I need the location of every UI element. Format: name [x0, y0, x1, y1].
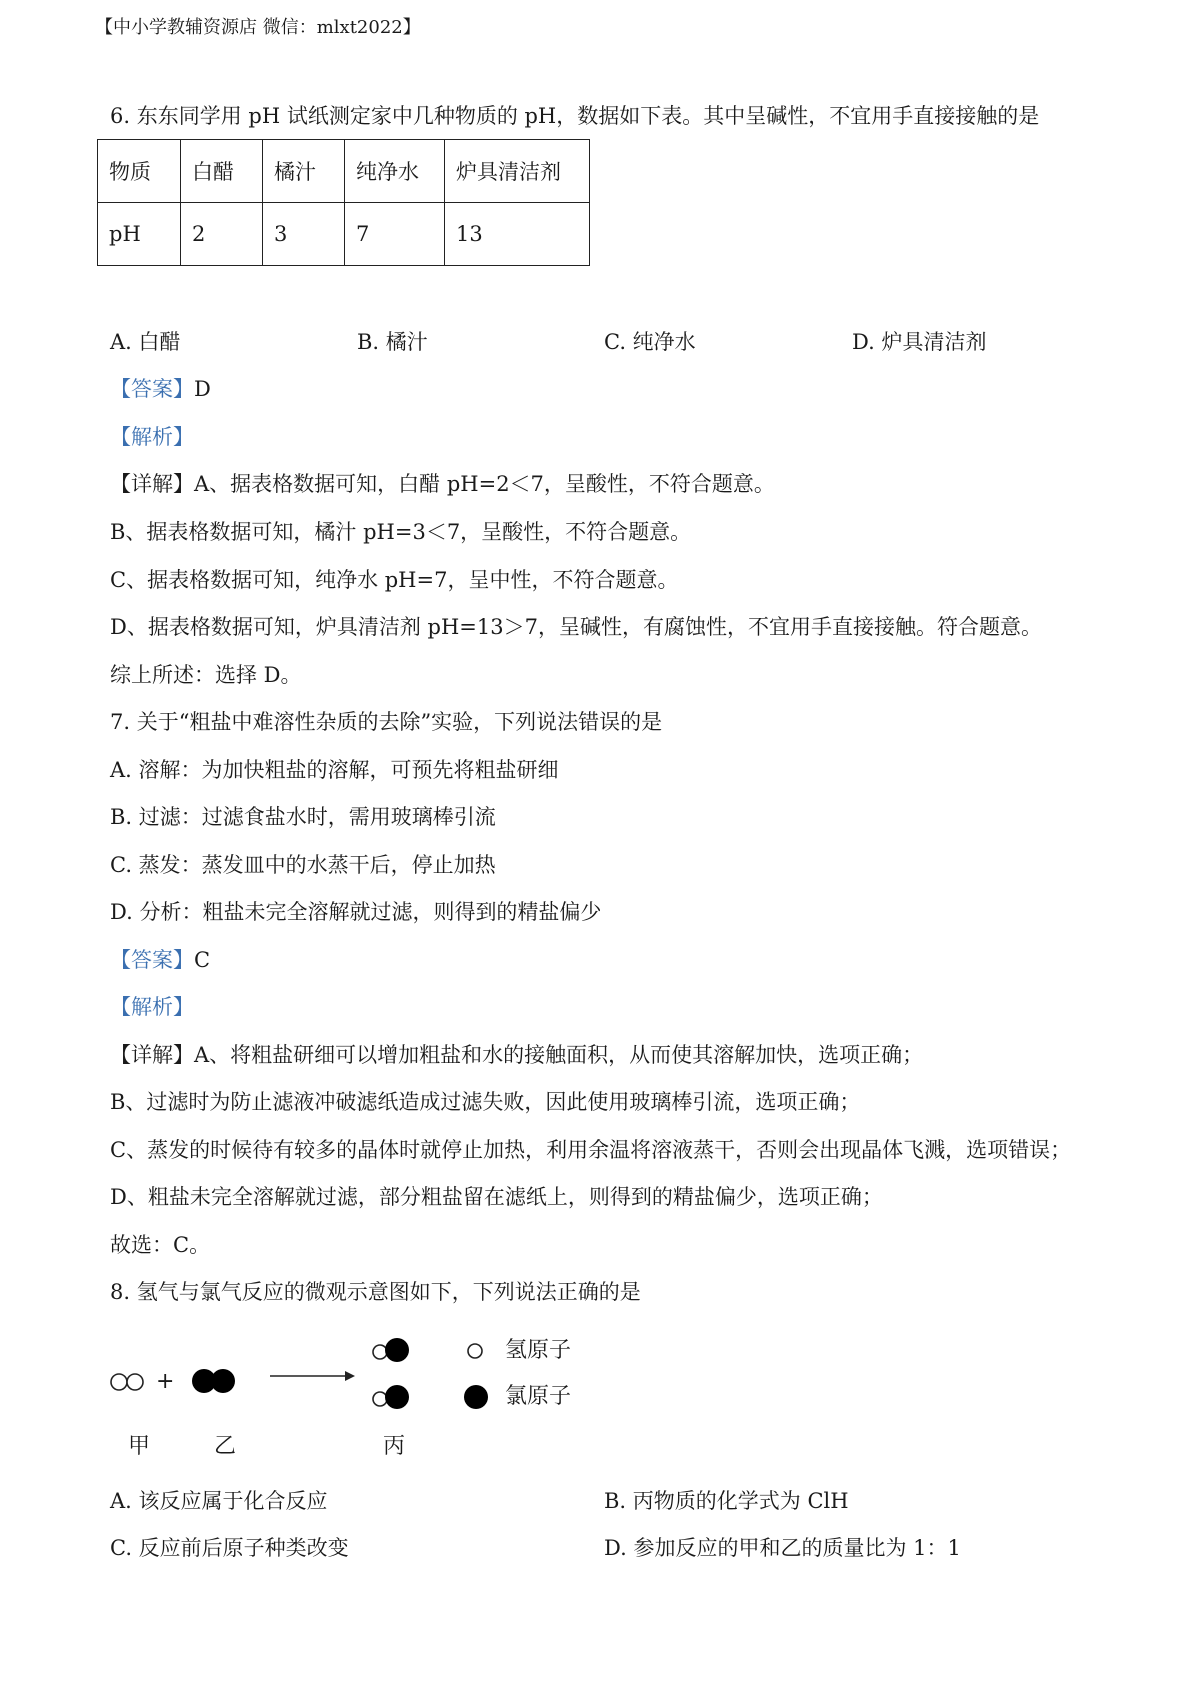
- detail-text: A、将粗盐研细可以增加粗盐和水的接触面积，从而使其溶解加快，选项正确；: [194, 1043, 924, 1067]
- chlorine-atom-icon: [385, 1338, 409, 1362]
- chlorine-atom-icon: [211, 1369, 235, 1393]
- detail-tag: 【详解】: [110, 472, 194, 496]
- table-cell: 炉具清洁剂: [445, 140, 590, 203]
- q8-option-d: D. 参加反应的甲和乙的质量比为 1：1: [604, 1536, 961, 1560]
- label-jia: 甲: [128, 1434, 151, 1459]
- q8-option-b: B. 丙物质的化学式为 ClH: [604, 1489, 849, 1513]
- q7-option-c: C. 蒸发：蒸发皿中的水蒸干后，停止加热: [110, 853, 496, 877]
- hydrogen-atom-icon: [373, 1392, 387, 1406]
- q6-answer: [110, 375, 211, 403]
- answer-value: C: [194, 948, 211, 972]
- table-cell: 物质: [98, 140, 181, 203]
- q7-option-d: D. 分析：粗盐未完全溶解就过滤，则得到的精盐偏少: [110, 900, 602, 924]
- q6-option-a: A. 白醋: [110, 330, 181, 354]
- q7-option-b: B. 过滤：过滤食盐水时，需用玻璃棒引流: [110, 805, 496, 829]
- q7-detail-line: D、粗盐未完全溶解就过滤，部分粗盐留在滤纸上，则得到的精盐偏少，选项正确；: [110, 1185, 883, 1209]
- q6-detail-line: [110, 470, 775, 498]
- answer-tag: 【答案】: [110, 948, 194, 972]
- q7-option-a: A. 溶解：为加快粗盐的溶解，可预先将粗盐研细: [110, 758, 559, 782]
- plus-sign: +: [156, 1369, 175, 1394]
- q7-analysis-tag: 【解析】: [110, 995, 194, 1019]
- table-cell: 7: [345, 203, 445, 266]
- answer-tag: 【答案】: [110, 377, 194, 401]
- table-cell: 13: [445, 203, 590, 266]
- answer-value: D: [194, 377, 211, 401]
- q7-answer: [110, 946, 210, 974]
- q8-option-c: C. 反应前后原子种类改变: [110, 1536, 349, 1560]
- hydrogen-atom-icon: [111, 1374, 127, 1390]
- table-row: [98, 140, 590, 203]
- q6-detail-line: 综上所述：选择 D。: [110, 663, 302, 687]
- hydrogen-atom-icon: [373, 1345, 387, 1359]
- hydrogen-atom-icon: [127, 1374, 143, 1390]
- chlorine-legend-icon: [464, 1385, 488, 1409]
- detail-text: A、据表格数据可知，白醋 pH=2＜7，呈酸性，不符合题意。: [194, 472, 775, 496]
- q7-stem: 7. 关于“粗盐中难溶性杂质的去除”实验，下列说法错误的是: [110, 710, 663, 734]
- q6-detail-line: D、据表格数据可知，炉具清洁剂 pH=13＞7，呈碱性，有腐蚀性，不宜用手直接接触。符合题意。: [110, 615, 1042, 639]
- q6-option-b: B. 橘汁: [357, 330, 428, 354]
- label-bing: 丙: [383, 1434, 406, 1459]
- table-cell: 3: [263, 203, 345, 266]
- q6-option-d: D. 炉具清洁剂: [852, 330, 987, 354]
- detail-tag: 【详解】: [110, 1043, 194, 1067]
- q6-stem: 6. 东东同学用 pH 试纸测定家中几种物质的 pH，数据如下表。其中呈碱性，不宜用手直接接触的是: [110, 104, 1040, 128]
- hydrogen-legend-icon: [468, 1344, 482, 1358]
- q6-analysis-tag: 【解析】: [110, 425, 194, 449]
- q7-detail-line: [110, 1041, 923, 1069]
- q7-detail-line: B、过滤时为防止滤液冲破滤纸造成过滤失败，因此使用玻璃棒引流，选项正确；: [110, 1090, 861, 1114]
- q6-detail-line: B、据表格数据可知，橘汁 pH=3＜7，呈酸性，不符合题意。: [110, 520, 692, 544]
- label-yi: 乙: [214, 1434, 237, 1459]
- q7-detail-line: C、蒸发的时候待有较多的晶体时就停止加热，利用余温将溶液蒸干，否则会出现晶体飞溅，选项错误；: [110, 1138, 1072, 1162]
- legend-chlorine: 氯原子: [505, 1384, 572, 1409]
- arrow-head-icon: [345, 1371, 355, 1381]
- table-cell: 纯净水: [345, 140, 445, 203]
- q8-option-a: A. 该反应属于化合反应: [110, 1489, 328, 1513]
- chlorine-atom-icon: [385, 1385, 409, 1409]
- table-cell: pH: [98, 203, 181, 266]
- table-cell: 2: [181, 203, 263, 266]
- table-row: [98, 203, 590, 266]
- q8-stem: 8. 氢气与氯气反应的微观示意图如下，下列说法正确的是: [110, 1280, 641, 1304]
- table-cell: 白醋: [181, 140, 263, 203]
- q6-option-c: C. 纯净水: [604, 330, 696, 354]
- legend-hydrogen: 氢原子: [505, 1338, 572, 1363]
- ph-table: [97, 139, 590, 266]
- q7-detail-line: 故选：C。: [110, 1233, 211, 1257]
- source-header: 【中小学教辅资源店 微信：mlxt2022】: [95, 17, 421, 38]
- q6-detail-line: C、据表格数据可知，纯净水 pH=7，呈中性，不符合题意。: [110, 568, 679, 592]
- table-cell: 橘汁: [263, 140, 345, 203]
